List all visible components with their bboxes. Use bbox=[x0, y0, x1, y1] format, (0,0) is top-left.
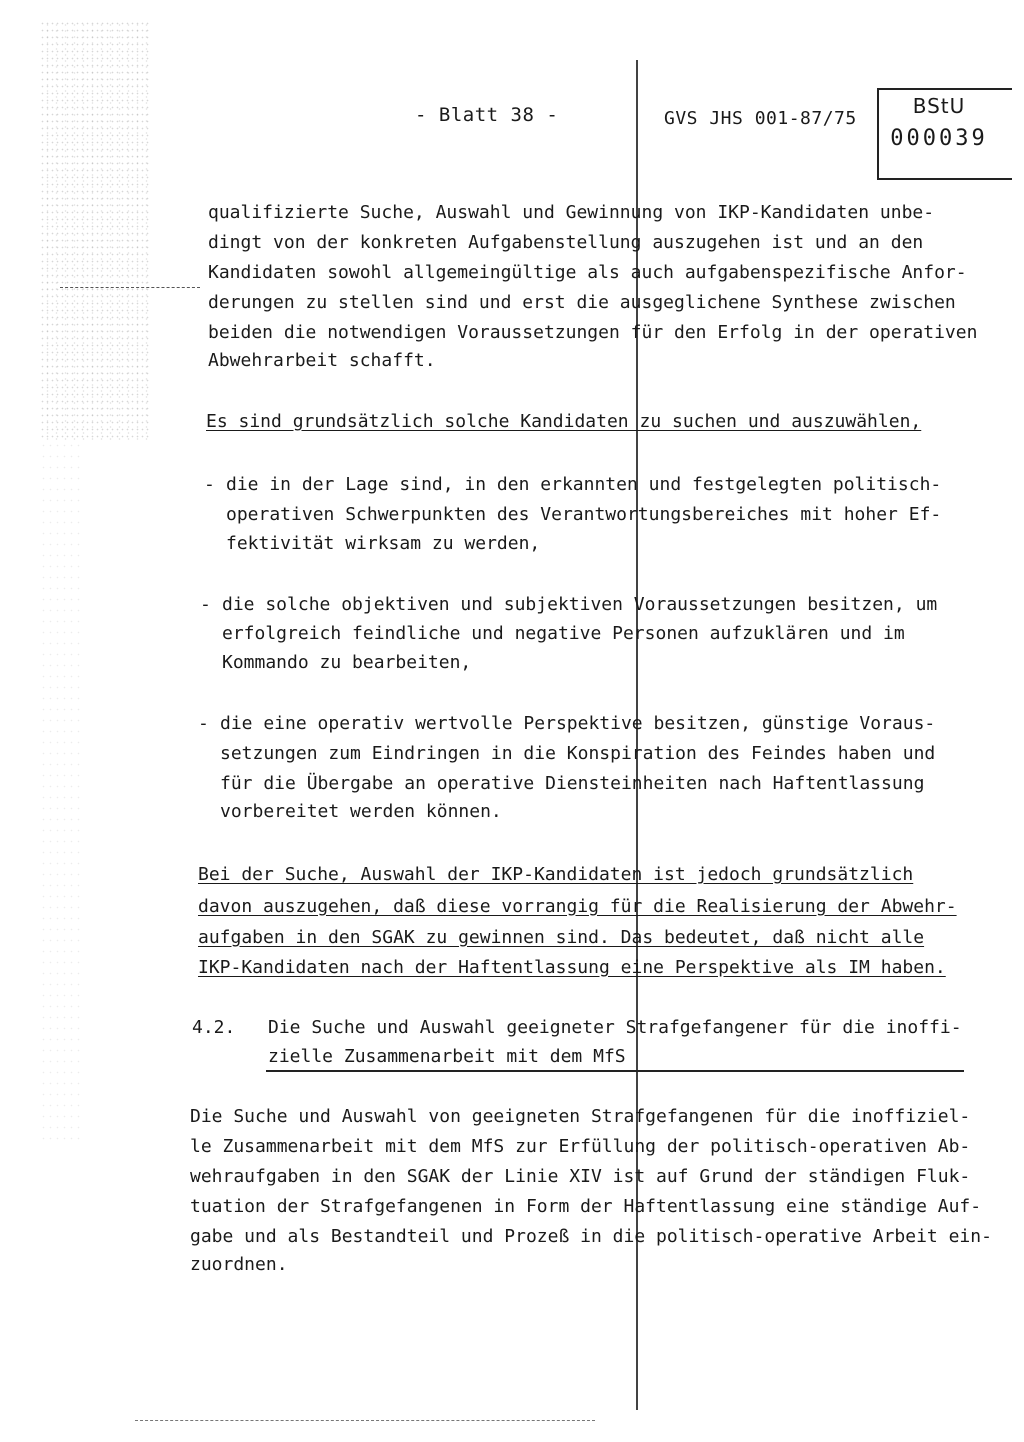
bullet-line: operativen Schwerpunkten des Verantwortungsbereiches mit hoher Ef- bbox=[226, 504, 942, 525]
scan-noise-lower bbox=[40, 440, 80, 1140]
stamp-organization: BStU bbox=[912, 94, 966, 118]
text-line: Die Suche und Auswahl von geeigneten Strafgefangenen für die inoffiziel- bbox=[190, 1106, 971, 1127]
bullet-line: vorbereitet werden können. bbox=[220, 801, 502, 822]
bullet-dash: - bbox=[198, 713, 209, 734]
section-title-cont: zielle Zusammenarbeit mit dem MfS bbox=[268, 1046, 626, 1067]
bullet-line: die eine operativ wertvolle Perspektive besitzen, günstige Voraus- bbox=[220, 713, 936, 734]
archive-stamp bbox=[877, 88, 1012, 180]
margin-dash-line bbox=[60, 287, 200, 288]
text-line: tuation der Strafgefangenen in Form der Haftentlassung eine ständige Auf- bbox=[190, 1196, 982, 1217]
bullet-line: erfolgreich feindliche und negative Personen aufzuklären und im bbox=[222, 623, 905, 644]
emphasis-line: aufgaben in den SGAK zu gewinnen sind. Das bedeutet, daß nicht alle bbox=[198, 927, 925, 948]
section-number: 4.2. bbox=[192, 1017, 236, 1038]
text-line: Abwehrarbeit schafft. bbox=[208, 350, 436, 371]
bullet-line: für die Übergabe an operative Diensteinheiten nach Haftentlassung bbox=[220, 773, 925, 794]
text-line: beiden die notwendigen Voraussetzungen für den Erfolg in der operativen bbox=[208, 322, 978, 343]
document-reference: GVS JHS 001-87/75 bbox=[664, 108, 857, 129]
text-line: gabe und als Bestandteil und Prozeß in die politisch-operative Arbeit ein- bbox=[190, 1226, 992, 1247]
emphasis-line: davon auszugehen, daß diese vorrangig für die Realisierung der Abwehr- bbox=[198, 896, 957, 917]
section-lead-heading: Es sind grundsätzlich solche Kandidaten zu suchen und auszuwählen, bbox=[206, 411, 922, 432]
text-line: wehraufgaben in den SGAK der Linie XIV ist auf Grund der ständigen Fluk- bbox=[190, 1166, 971, 1187]
emphasis-line: IKP-Kandidaten nach der Haftentlassung eine Perspektive als IM haben. bbox=[198, 957, 946, 978]
section-title-rule bbox=[266, 1070, 964, 1072]
text-line: zuordnen. bbox=[190, 1254, 288, 1275]
text-line: derungen zu stellen sind und erst die ausgeglichene Synthese zwischen bbox=[208, 292, 956, 313]
section-title: Die Suche und Auswahl geeigneter Strafgefangener für die inoffi- bbox=[268, 1017, 962, 1038]
bullet-line: fektivität wirksam zu werden, bbox=[226, 533, 541, 554]
bottom-scan-line bbox=[135, 1420, 595, 1421]
bullet-line: die solche objektiven und subjektiven Voraussetzungen besitzen, um bbox=[222, 594, 938, 615]
bullet-line: Kommando zu bearbeiten, bbox=[222, 652, 472, 673]
bullet-dash: - bbox=[204, 474, 215, 495]
text-line: le Zusammenarbeit mit dem MfS zur Erfüllung der politisch-operativen Ab- bbox=[190, 1136, 971, 1157]
scan-noise bbox=[40, 20, 150, 440]
text-line: qualifizierte Suche, Auswahl und Gewinnung von IKP-Kandidaten unbe- bbox=[208, 202, 935, 223]
bullet-line: die in der Lage sind, in den erkannten und festgelegten politisch- bbox=[226, 474, 942, 495]
text-line: Kandidaten sowohl allgemeingültige als auch aufgabenspezifische Anfor- bbox=[208, 262, 967, 283]
bullet-line: setzungen zum Eindringen in die Konspiration des Feindes haben und bbox=[220, 743, 936, 764]
bullet-dash: - bbox=[200, 594, 211, 615]
text-line: dingt von der konkreten Aufgabenstellung auszugehen ist und an den bbox=[208, 232, 924, 253]
page-number: - Blatt 38 - bbox=[415, 104, 559, 126]
emphasis-line: Bei der Suche, Auswahl der IKP-Kandidaten ist jedoch grundsätzlich bbox=[198, 864, 914, 885]
stamp-number: 000039 bbox=[890, 126, 988, 151]
